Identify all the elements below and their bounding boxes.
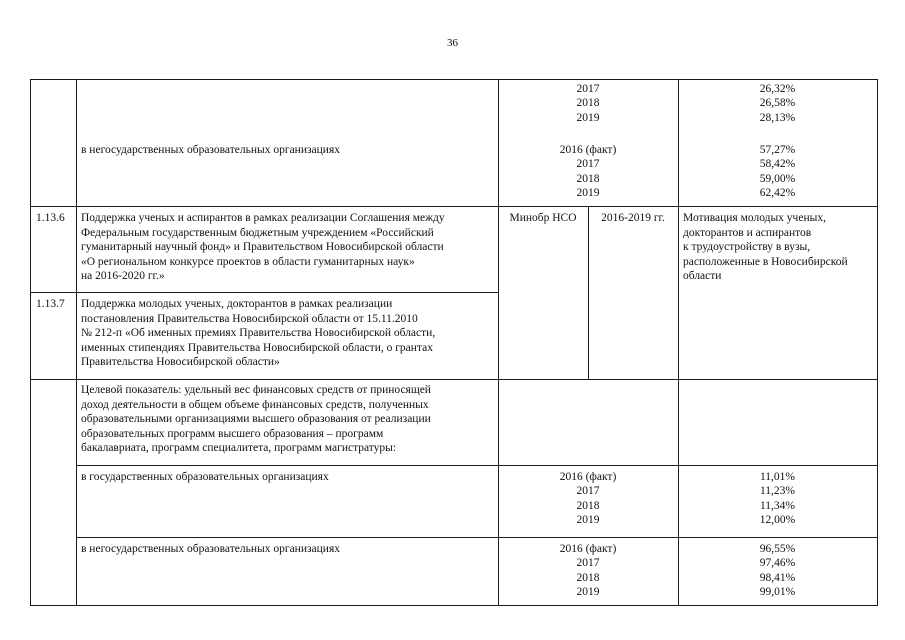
value-2019-top: 28,13% [759, 112, 796, 124]
nongov-value-2: 97,46% [759, 557, 796, 569]
gov-label: в государственных образовательных организациях [81, 471, 329, 483]
indicator-line-4: образовательных программ высшего образования – программ [81, 428, 384, 440]
item-1137-line-3: № 212-п «Об именных премиях Правительства Новосибирской области, [81, 327, 436, 339]
value-2017-top: 26,32% [759, 83, 796, 95]
result-line-3: к трудоустройству в вузы, [683, 241, 811, 253]
gov-year-1: 2016 (факт) [559, 471, 617, 483]
value-2018-top: 26,58% [759, 97, 796, 109]
nongov-year-3: 2018 [576, 572, 600, 584]
gov-value-2: 11,23% [759, 485, 796, 497]
nongov-value-3-top: 59,00% [759, 173, 796, 185]
gov-year-2: 2017 [576, 485, 600, 497]
page-number: 36 [447, 37, 458, 49]
result-line-5: области [683, 270, 722, 282]
nongov-label-top: в негосударственных образовательных организациях [81, 144, 340, 156]
nongov-value-4: 99,01% [759, 586, 796, 598]
item-1137-line-1: Поддержка молодых ученых, докторантов в рамках реализации [81, 298, 393, 310]
gov-value-1: 11,01% [759, 471, 796, 483]
item-1136-line-2: Федеральным государственным бюджетным учреждением «Российский [81, 227, 434, 239]
indicator-line-5: бакалавриата, программ специалитета, программ магистратуры: [81, 442, 397, 454]
result-line-2: докторантов и аспирантов [683, 227, 812, 239]
item-1136-line-5: на 2016-2020 гг.» [81, 270, 165, 282]
item-1136-line-4: «О региональном конкурсе проектов в области гуманитарных наук» [81, 256, 415, 268]
nongov-label: в негосударственных образовательных организациях [81, 543, 340, 555]
nongov-year-2-top: 2017 [576, 158, 600, 170]
nongov-value-1: 96,55% [759, 543, 796, 555]
year-2017-top: 2017 [576, 83, 600, 95]
gov-value-4: 12,00% [759, 514, 796, 526]
period: 2016-2019 гг. [601, 212, 665, 224]
gov-year-4: 2019 [576, 514, 600, 526]
nongov-year-1: 2016 (факт) [559, 543, 617, 555]
indicator-line-2: доход деятельности в общем объеме финансовых средств, полученных [81, 399, 429, 411]
item-1137-line-4: именных стипендиях Правительства Новосибирской области, о грантах [81, 342, 433, 354]
nongov-year-4: 2019 [576, 586, 600, 598]
nongov-year-3-top: 2018 [576, 173, 600, 185]
item-1136-line-1: Поддержка ученых и аспирантов в рамках реализации Соглашения между [81, 212, 445, 224]
nongov-value-3: 98,41% [759, 572, 796, 584]
gov-value-3: 11,34% [759, 500, 796, 512]
nongov-year-1-top: 2016 (факт) [559, 144, 617, 156]
nongov-year-2: 2017 [576, 557, 600, 569]
executor: Минобр НСО [509, 212, 577, 224]
item-1137-line-2: постановления Правительства Новосибирской области от 15.11.2010 [81, 313, 418, 325]
item-number-1136: 1.13.6 [36, 212, 65, 224]
item-1136-line-3: гуманитарный научный фонд» и Правительством Новосибирской области [81, 241, 444, 253]
nongov-value-1-top: 57,27% [759, 144, 796, 156]
nongov-value-2-top: 58,42% [759, 158, 796, 170]
item-number-1137: 1.13.7 [36, 298, 65, 310]
indicator-line-3: образовательными организациями высшего образования от реализации [81, 413, 431, 425]
nongov-year-4-top: 2019 [576, 187, 600, 199]
year-2019-top: 2019 [576, 112, 600, 124]
result-line-1: Мотивация молодых ученых, [683, 212, 826, 224]
indicator-line-1: Целевой показатель: удельный вес финансовых средств от приносящей [81, 384, 431, 396]
gov-year-3: 2018 [576, 500, 600, 512]
nongov-value-4-top: 62,42% [759, 187, 796, 199]
result-line-4: расположенные в Новосибирской [683, 256, 848, 268]
item-1137-line-5: Правительства Новосибирской области» [81, 356, 280, 368]
year-2018-top: 2018 [576, 97, 600, 109]
